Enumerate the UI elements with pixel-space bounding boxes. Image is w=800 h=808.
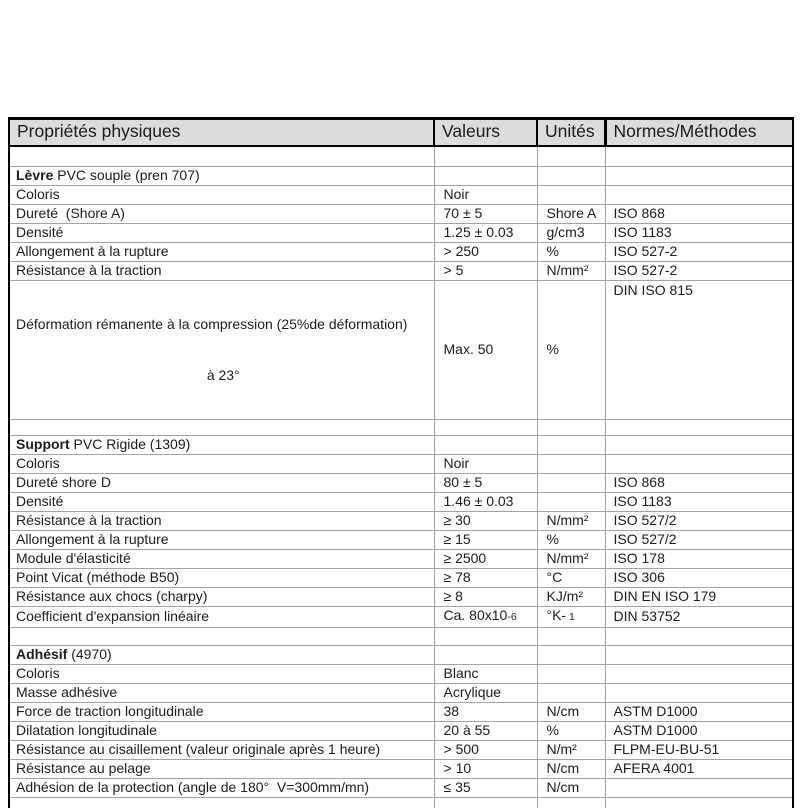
table-row xyxy=(9,722,793,741)
value-cell: 80 ± 5 xyxy=(434,474,537,493)
empty-cell xyxy=(537,798,605,808)
property-cell: Densité xyxy=(9,493,434,512)
section-row-levre xyxy=(9,167,793,186)
norm-cell: ISO 527-2 xyxy=(605,262,793,281)
table-row xyxy=(9,684,793,703)
unit-cell: KJ/m² xyxy=(537,588,605,607)
property-cell: Résistance au pelage xyxy=(9,760,434,779)
section-title-bold: Support xyxy=(16,436,70,452)
section-title-rest: PVC Rigide (1309) xyxy=(69,436,191,452)
property-cell: Allongement à la rupture xyxy=(9,243,434,262)
property-cell: Coefficient d'expansion linéaire xyxy=(9,607,434,628)
norm-cell xyxy=(605,167,793,186)
value-cell: Blanc xyxy=(434,665,537,684)
empty-cell xyxy=(605,628,793,646)
property-cell: Point Vicat (méthode B50) xyxy=(9,569,434,588)
empty-cell xyxy=(605,420,793,436)
norm-cell: DIN EN ISO 179 xyxy=(605,588,793,607)
norm-cell xyxy=(605,684,793,703)
unit-cell xyxy=(537,493,605,512)
property-line2: à 23° xyxy=(206,367,240,383)
table-row xyxy=(9,455,793,474)
section-title-bold: Lèvre xyxy=(16,167,54,183)
section-title-bold: Adhésif xyxy=(16,646,68,662)
property-cell: Allongement à la rupture xyxy=(9,531,434,550)
table-row-superscript xyxy=(9,607,793,628)
value-main: Ca. 80x10 xyxy=(443,607,508,623)
empty-cell xyxy=(537,146,605,167)
property-cell: Dilatation longitudinale xyxy=(9,722,434,741)
value-cell: ≥ 78 xyxy=(434,569,537,588)
column-header-values: Valeurs xyxy=(434,119,537,146)
value-cell xyxy=(434,436,537,455)
property-cell: Module d'élasticité xyxy=(9,550,434,569)
unit-cell: g/cm3 xyxy=(537,224,605,243)
value-cell: 20 à 55 xyxy=(434,722,537,741)
norm-cell xyxy=(605,665,793,684)
value-cell: Noir xyxy=(434,455,537,474)
norm-cell: FLPM-EU-BU-51 xyxy=(605,741,793,760)
table-row xyxy=(9,243,793,262)
unit-cell: % xyxy=(537,531,605,550)
empty-cell xyxy=(537,420,605,436)
property-cell: Résistance à la traction xyxy=(9,512,434,531)
table-row xyxy=(9,493,793,512)
table-row xyxy=(9,205,793,224)
column-header-properties: Propriétés physiques xyxy=(9,119,434,146)
value-cell: ≥ 8 xyxy=(434,588,537,607)
empty-cell xyxy=(434,146,537,167)
unit-cell: % xyxy=(537,243,605,262)
norm-cell xyxy=(605,646,793,665)
norm-cell: ISO 527-2 xyxy=(605,243,793,262)
empty-cell xyxy=(605,798,793,808)
value-cell xyxy=(434,607,537,628)
unit-cell: % xyxy=(537,722,605,741)
table-row xyxy=(9,186,793,205)
section-title-cell xyxy=(9,167,434,186)
empty-cell xyxy=(434,798,537,808)
unit-main: °K- xyxy=(546,607,567,623)
property-cell: Coloris xyxy=(9,455,434,474)
empty-cell xyxy=(9,628,434,646)
unit-cell: % xyxy=(537,281,605,420)
table-row xyxy=(9,760,793,779)
unit-cell xyxy=(537,607,605,628)
value-cell: 38 xyxy=(434,703,537,722)
empty-cell xyxy=(9,420,434,436)
table-row xyxy=(9,474,793,493)
norm-cell xyxy=(605,436,793,455)
empty-cell xyxy=(434,420,537,436)
norm-cell: DIN 53752 xyxy=(605,607,793,628)
unit-cell: N/cm xyxy=(537,703,605,722)
table-row xyxy=(9,588,793,607)
unit-cell: N/m² xyxy=(537,741,605,760)
property-cell: Coloris xyxy=(9,186,434,205)
property-cell xyxy=(9,281,434,420)
norm-cell: ISO 868 xyxy=(605,205,793,224)
unit-cell xyxy=(537,684,605,703)
unit-cell xyxy=(537,455,605,474)
value-cell: ≥ 15 xyxy=(434,531,537,550)
section-title-cell xyxy=(9,646,434,665)
table-row-empty xyxy=(9,628,793,646)
table-row xyxy=(9,741,793,760)
unit-cell: N/mm² xyxy=(537,550,605,569)
table-row xyxy=(9,665,793,684)
norm-cell: ISO 306 xyxy=(605,569,793,588)
norm-cell xyxy=(605,455,793,474)
section-row-adhesif xyxy=(9,646,793,665)
value-cell: 1.46 ± 0.03 xyxy=(434,493,537,512)
unit-cell: °C xyxy=(537,569,605,588)
norm-cell: ISO 178 xyxy=(605,550,793,569)
unit-cell: N/cm xyxy=(537,779,605,798)
table-row xyxy=(9,262,793,281)
norm-cell: ISO 1183 xyxy=(605,224,793,243)
unit-cell: N/mm² xyxy=(537,262,605,281)
value-cell: ≤ 35 xyxy=(434,779,537,798)
norm-cell: ASTM D1000 xyxy=(605,703,793,722)
section-row-support xyxy=(9,436,793,455)
value-cell: > 5 xyxy=(434,262,537,281)
empty-cell xyxy=(537,628,605,646)
property-cell: Dureté (Shore A) xyxy=(9,205,434,224)
value-cell xyxy=(434,167,537,186)
property-cell: Force de traction longitudinale xyxy=(9,703,434,722)
datasheet xyxy=(8,117,794,808)
unit-exponent: 1 xyxy=(566,611,575,623)
value-cell: Noir xyxy=(434,186,537,205)
property-cell: Adhésion de la protection (angle de 180° V=300mm/mn) xyxy=(9,779,434,798)
value-cell: > 10 xyxy=(434,760,537,779)
column-header-units: Unités xyxy=(537,119,605,146)
property-cell: Masse adhésive xyxy=(9,684,434,703)
value-cell: > 500 xyxy=(434,741,537,760)
section-title-rest: (4970) xyxy=(67,646,112,662)
value-cell: 70 ± 5 xyxy=(434,205,537,224)
value-cell: ≥ 2500 xyxy=(434,550,537,569)
unit-cell: Shore A xyxy=(537,205,605,224)
table-row-multiline xyxy=(9,281,793,420)
property-cell: Dureté shore D xyxy=(9,474,434,493)
unit-cell xyxy=(537,665,605,684)
empty-cell xyxy=(9,798,434,808)
table-row xyxy=(9,224,793,243)
unit-cell xyxy=(537,474,605,493)
property-cell: Résistance à la traction xyxy=(9,262,434,281)
value-cell xyxy=(434,646,537,665)
unit-cell xyxy=(537,167,605,186)
value-exponent: -6 xyxy=(507,611,517,623)
value-cell: 1.25 ± 0.03 xyxy=(434,224,537,243)
properties-table xyxy=(8,117,794,808)
section-title-cell xyxy=(9,436,434,455)
value-cell: ≥ 30 xyxy=(434,512,537,531)
table-row xyxy=(9,569,793,588)
value-cell: Max. 50 xyxy=(434,281,537,420)
table-row xyxy=(9,531,793,550)
norm-cell: AFERA 4001 xyxy=(605,760,793,779)
unit-cell xyxy=(537,186,605,205)
unit-cell: N/cm xyxy=(537,760,605,779)
property-line1: Déformation rémanente à la compression (25%de déformation) xyxy=(16,316,408,332)
value-cell: Acrylique xyxy=(434,684,537,703)
empty-cell xyxy=(605,146,793,167)
norm-cell: DIN ISO 815 xyxy=(605,281,793,420)
value-cell: > 250 xyxy=(434,243,537,262)
norm-cell xyxy=(605,186,793,205)
property-cell: Coloris xyxy=(9,665,434,684)
table-row xyxy=(9,779,793,798)
header-row xyxy=(9,119,793,146)
empty-cell xyxy=(9,146,434,167)
norm-cell: ISO 527/2 xyxy=(605,531,793,550)
table-row-empty xyxy=(9,420,793,436)
column-header-norms: Normes/Méthodes xyxy=(605,119,793,146)
norm-cell: ISO 1183 xyxy=(605,493,793,512)
property-cell: Densité xyxy=(9,224,434,243)
norm-cell: ISO 868 xyxy=(605,474,793,493)
table-row-empty xyxy=(9,146,793,167)
empty-cell xyxy=(434,628,537,646)
unit-cell xyxy=(537,436,605,455)
property-cell: Résistance au cisaillement (valeur originale après 1 heure) xyxy=(9,741,434,760)
table-row-empty xyxy=(9,798,793,808)
unit-cell xyxy=(537,646,605,665)
section-title-rest: PVC souple (pren 707) xyxy=(53,167,200,183)
table-row xyxy=(9,512,793,531)
norm-cell: ASTM D1000 xyxy=(605,722,793,741)
property-cell: Résistance aux chocs (charpy) xyxy=(9,588,434,607)
table-row xyxy=(9,703,793,722)
unit-cell: N/mm² xyxy=(537,512,605,531)
norm-cell xyxy=(605,779,793,798)
norm-cell: ISO 527/2 xyxy=(605,512,793,531)
table-row xyxy=(9,550,793,569)
